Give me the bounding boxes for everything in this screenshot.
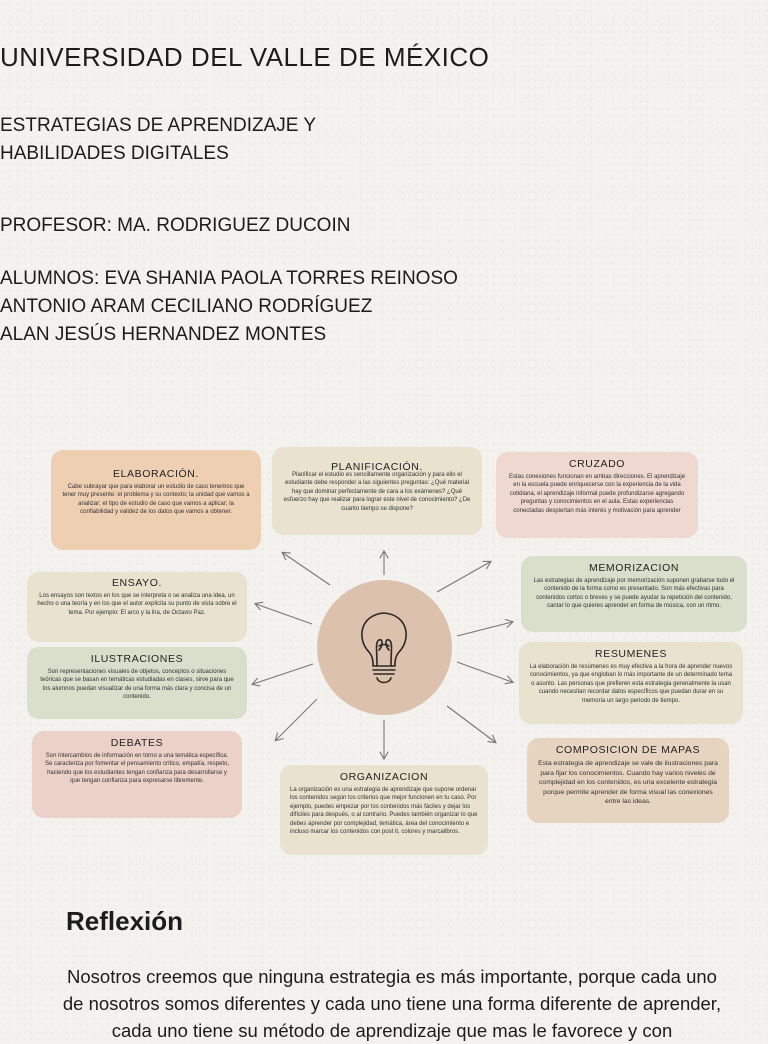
- box-title: ENSAYO.: [111, 577, 163, 589]
- box-text: Esta estrategia de aprendizaje se vale de ilustraciones para para fijar los conocimientos. Cuando hay varios niveles de complejidad en los contenidos, es una excelente estrategia porque permite aprender de forma visual las conexiones entre las ideas.: [538, 760, 718, 805]
- box-text: La elaboración de resúmenes es muy efectiva a la hora de aprender nuevos conocimientos, ya que engloban lo más importante de un determinado tema o asunto. Las personas que prefieren esta estrategia generalmente la usan cuando necesitan recordar datos específicos que puedan durar en su memoria un largo periodo de tiempo.: [529, 664, 733, 704]
- box-text: Estas conexiones funcionan en ambas direcciones. El aprendizaje en la escuela puede enriquecerse con la experiencia de la vida cotidiana, el aprendizaje informal puede profundizarse agregando preguntas y conocimientos en el aula. Estas experiencias conectadas despiertan más interés y motivación para aprender: [508, 474, 686, 514]
- arrow-debates: [276, 699, 317, 740]
- box-text: Las estrategias de aprendizaje por memorización suponen grabarse todo el contenido de la forma como es presentado. Son más efectivas para contenidos cortos o breves y se puede ayudar la repetición del contenido, cantar lo que quieres aprender en forma de música, con un ritmo.: [533, 578, 735, 610]
- arrow-ilustraciones: [253, 664, 313, 684]
- reflection-title: Reflexión: [66, 906, 184, 936]
- box-text: Los ensayos son textos en los que se interpreta o se analiza una idea, un hecho o una teoría y en los que el autor explicita su punto de vista sobre el tema. Por ejemplo: El arco y la lira, de Octavio Paz.: [37, 593, 237, 616]
- box-text: Planificar el estudio es sencillamente organización y para ello el estudiante debe responder a las siguientes preguntas: ¿Qué material hay que dominar perfectamente de cara a los exámenes? ¿Qué esfuerzo hay que realizar para lograr este nivel de conocimiento? ¿De cuanto tiempo se dispone?: [283, 472, 471, 512]
- box-text: Son intercambios de información en torno a una temática específica. Se caracteriza por fomentar el pensamiento crítico, empatía, respeto, haciendo que los estudiantes tengan confianza para desarrollarse y que tengan confianza para expresarse libremente.: [44, 753, 230, 785]
- box-text: La organización es una estrategia de aprendizaje que supone ordenar los contenidos según los criterios que mejor funcionen en tu caso. Por ejemplo, puedes empezar por los contenidos más fáciles y dejar los difíciles para después, o al contrario. Puedes también organizar lo que debes aprender por complejidad, temática, área del conocimiento e incluso marcar los contenidos con post it, colores y marcalibros.: [290, 787, 478, 836]
- student-line-1: ALUMNOS: EVA SHANIA PAOLA TORRES REINOSO: [0, 268, 458, 289]
- box-title: ELABORACIÓN.: [113, 468, 199, 480]
- arrow-composicion: [447, 706, 495, 742]
- box-title: ILUSTRACIONES: [90, 653, 184, 665]
- arrow-resumenes: [457, 662, 512, 682]
- box-title: RESUMENES: [595, 648, 667, 660]
- course-line-2: HABILIDADES DIGITALES: [0, 143, 229, 164]
- box-title: MEMORIZACION: [588, 562, 680, 574]
- box-title: ORGANIZACION: [339, 771, 429, 783]
- professor-name: PROFESOR: MA. RODRIGUEZ DUCOIN: [0, 215, 351, 236]
- student-line-2: ANTONIO ARAM CECILIANO RODRÍGUEZ: [0, 296, 373, 317]
- box-title: PLANIFICACIÓN.: [331, 461, 423, 473]
- student-line-3: ALAN JESÚS HERNANDEZ MONTES: [0, 324, 327, 345]
- box-title: CRUZADO: [568, 458, 626, 470]
- course-line-1: ESTRATEGIAS DE APRENDIZAJE Y: [0, 115, 317, 136]
- box-text: Son representaciones visuales de objetos, conceptos o situaciones teóricas que se basan en temáticas estudiadas en clases, sirve para que los alumnos puedan visualizar de una forma más clara y concisa de un contenido.: [40, 669, 234, 701]
- arrow-memorizacion: [457, 622, 512, 636]
- box-text: Cabe subrayar que para elaborar un estudio de caso tenemos que tener muy presente: el problema y su contexto; la unidad que vamos a analizar; el tipo de estudio de caso que vamos a aplicar; la confiabilidad y validez de los datos que vamos a obtener.: [62, 484, 250, 516]
- box-title: COMPOSICION DE MAPAS: [555, 744, 701, 756]
- university-title: UNIVERSIDAD DEL VALLE DE MÉXICO: [0, 42, 490, 72]
- lightbulb-icon: [317, 580, 452, 715]
- box-title: DEBATES: [110, 737, 164, 749]
- reflection-text: Nosotros creemos que ninguna estrategia es más importante, porque cada uno de nosotros somos diferentes y cada uno tiene una forma diferente de aprender, cada uno tiene su método de aprendizaje que mas le favorece y con: [62, 966, 722, 1041]
- arrow-ensayo: [256, 604, 312, 624]
- center-circle: [317, 580, 452, 715]
